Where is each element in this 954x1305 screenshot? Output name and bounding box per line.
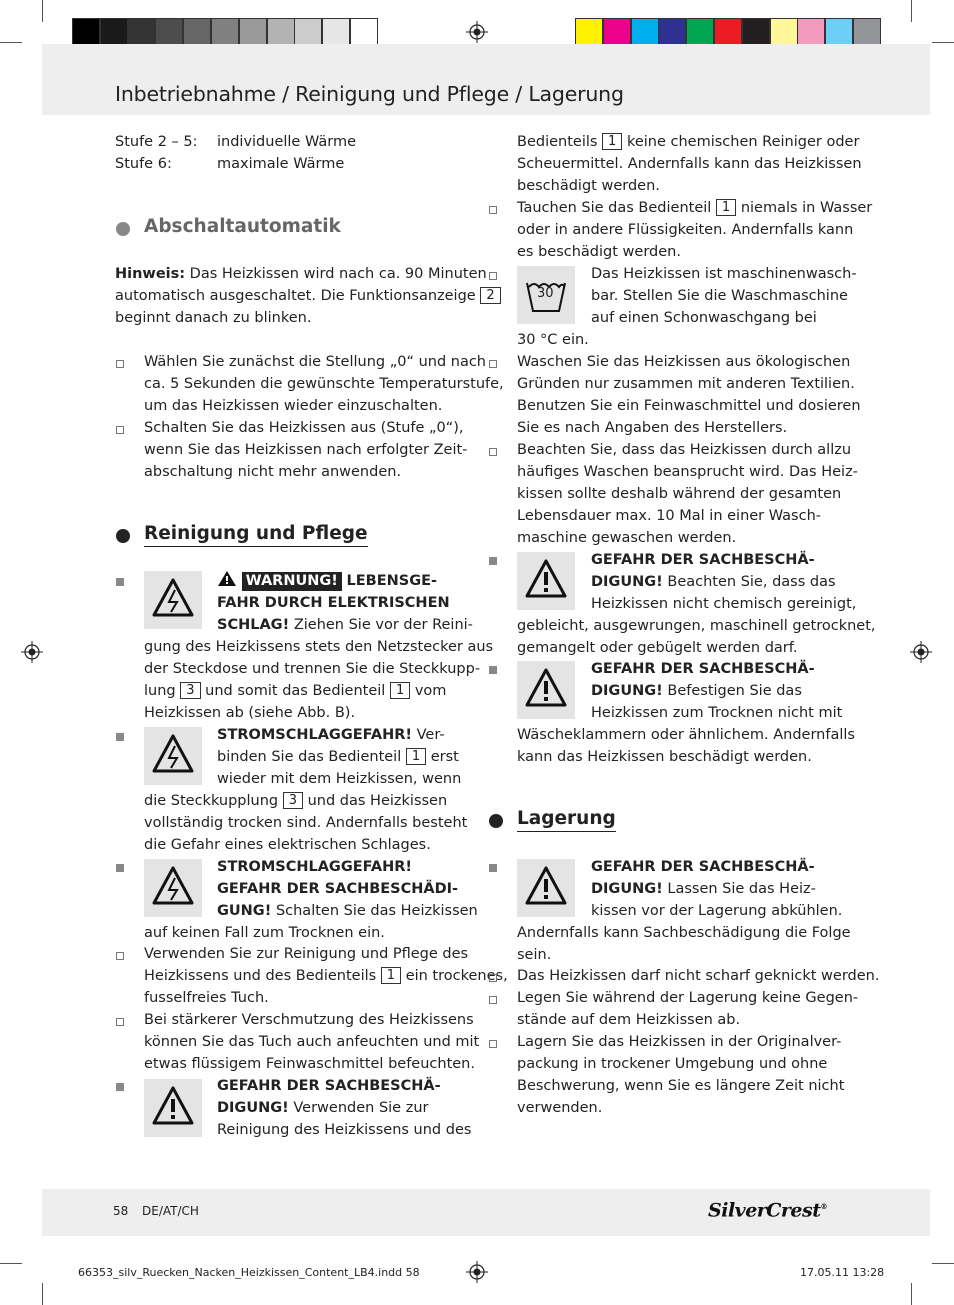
list-item: kissen sollte deshalb während der gesamten [517,486,842,502]
crop-mark [42,0,43,22]
section-bullet [116,529,130,543]
registration-mark-icon [910,641,932,663]
color-swatch [575,18,603,46]
wash-symbol-icon [517,266,575,324]
warning-line: Reinigung des Heizkissens und des [217,1122,472,1138]
checkbox-bullet [489,974,497,982]
hinweis-line: beginnt danach zu blinken. [115,310,312,326]
ref-box: 1 [602,133,622,150]
square-bullet [489,666,497,674]
registration-mark-icon [466,1261,488,1283]
stufe-value: maximale Wärme [217,156,345,172]
warning-line: SCHLAG! Ziehen Sie vor der Reini- [217,617,473,633]
warning-line: kissen vor der Lagerung abkühlen. [591,903,843,919]
warning-line: DIGUNG! Befestigen Sie das [591,683,802,699]
warning-line: DIGUNG! Beachten Sie, dass das [591,574,836,590]
square-bullet [116,733,124,741]
list-item: stände auf dem Heizkissen ab. [517,1012,741,1028]
list-item: Schalten Sie das Heizkissen aus (Stufe „0“), [144,420,464,436]
list-item: Heizkissens und des Bedienteils 1 ein trockenes, [144,968,508,984]
body-line: Bedienteils 1 keine chemischen Reiniger oder [517,134,860,150]
warning-line: GEFAHR DER SACHBESCHÄ- [591,552,815,568]
stufe-label: Stufe 2 – 5: [115,134,198,150]
warning-line: lung 3 und somit das Bedienteil 1 vom [144,683,447,699]
list-item: bar. Stellen Sie die Waschmaschine [591,288,848,304]
color-swatch [100,18,128,46]
warning-badge: WARNUNG! [242,572,342,591]
color-swatch [72,18,100,46]
list-item: Waschen Sie das Heizkissen aus ökologischen [517,354,851,370]
square-bullet [489,557,497,565]
checkbox-bullet [489,360,497,368]
warning-line: GUNG! Schalten Sie das Heizkissen [217,903,478,919]
heading-abschaltautomatik: Abschaltautomatik [144,216,341,237]
electric-warning-icon [144,571,202,629]
checkbox-bullet [489,272,497,280]
color-swatch [294,18,322,46]
color-swatch [742,18,770,46]
color-swatch [658,18,686,46]
slug-date: 17.05.11 13:28 [800,1266,885,1279]
checkbox-bullet [489,1040,497,1048]
list-item: können Sie das Tuch auch anfeuchten und mit [144,1034,480,1050]
color-swatch [239,18,267,46]
warning-line: GEFAHR DER SACHBESCHÄ- [591,661,815,677]
color-swatch [686,18,714,46]
color-swatch [267,18,295,46]
checkbox-bullet [116,952,124,960]
stufe-value: individuelle Wärme [217,134,357,150]
list-item: Gründen nur zusammen mit anderen Textilien. [517,376,855,392]
list-item: fusselfreies Tuch. [144,990,269,1006]
list-item: Tauchen Sie das Bedienteil 1 niemals in Wasser [517,200,873,216]
color-swatch [155,18,183,46]
heading-reinigung: Reinigung und Pflege [144,523,368,547]
body-line: beschädigt werden. [517,178,660,194]
color-swatch [853,18,881,46]
body-line: Scheuermittel. Andernfalls kann das Heizkissen [517,156,862,172]
crop-mark [42,1283,43,1305]
warning-line: DIGUNG! Lassen Sie das Heiz- [591,881,816,897]
color-swatch [631,18,659,46]
list-item: packung in trockener Umgebung und ohne [517,1056,828,1072]
checkbox-bullet [489,996,497,1004]
ref-box: 1 [406,748,426,765]
list-item: 30 °C ein. [517,332,589,348]
list-item: Das Heizkissen darf nicht scharf geknickt werden. [517,968,880,984]
electric-warning-icon [144,727,202,785]
warning-line: STROMSCHLAGGEFAHR! Ver- [217,727,445,743]
page-title: Inbetriebnahme / Reinigung und Pflege / Lagerung [115,82,624,106]
region-label: DE/AT/CH [142,1204,199,1218]
color-swatch [825,18,853,46]
stufe-label: Stufe 6: [115,156,172,172]
warning-line: GEFAHR DER SACHBESCHÄ- [591,859,815,875]
crop-mark [932,1263,954,1264]
registration-mark-icon [21,641,43,663]
caution-warning-icon [517,661,575,719]
color-swatch [603,18,631,46]
list-item: verwenden. [517,1100,603,1116]
crop-mark [932,42,954,43]
warning-line: GEFAHR DER SACHBESCHÄ- [217,1078,441,1094]
crop-mark [911,1283,912,1305]
crop-mark [0,42,22,43]
warning-line: kann das Heizkissen beschädigt werden. [517,749,812,765]
list-item: um das Heizkissen wieder einzuschalten. [144,398,443,414]
checkbox-bullet [116,360,124,368]
color-swatch [322,18,350,46]
warning-line: Heizkissen ab (siehe Abb. B). [144,705,356,721]
section-bullet [489,814,503,828]
checkbox-bullet [116,426,124,434]
list-item: abschaltung nicht mehr anwenden. [144,464,402,480]
ref-box: 1 [390,682,410,699]
caution-warning-icon [517,859,575,917]
warning-line: Heizkissen nicht chemisch gereinigt, [591,596,857,612]
list-item: Sie es nach Angaben des Herstellers. [517,420,788,436]
list-item: Das Heizkissen ist maschinenwasch- [591,266,857,282]
color-swatch [128,18,156,46]
color-swatch [183,18,211,46]
ref-box: 3 [283,792,303,809]
list-item: es beschädigt werden. [517,244,681,260]
warning-line: gebleicht, ausgewrungen, maschinell getrocknet, [517,618,876,634]
ref-box: 3 [180,682,200,699]
warning-line: WARNUNG! LEBENSGE- [217,570,437,594]
warning-line: die Steckkupplung 3 und das Heizkissen [144,793,448,809]
warning-line: FAHR DURCH ELEKTRISCHEN [217,595,450,611]
heading-lagerung: Lagerung [517,808,616,832]
color-swatch [770,18,798,46]
list-item: Beachten Sie, dass das Heizkissen durch allzu [517,442,852,458]
warning-line: Heizkissen zum Trocknen nicht mit [591,705,843,721]
page-number: 58 [113,1204,129,1218]
list-item: Legen Sie während der Lagerung keine Gegen- [517,990,859,1006]
color-swatch [350,18,378,46]
list-item: Lagern Sie das Heizkissen in der Originalver- [517,1034,842,1050]
list-item: Bei stärkerer Verschmutzung des Heizkissens [144,1012,474,1028]
list-item: Wählen Sie zunächst die Stellung „0“ und nach [144,354,486,370]
wash-temp: 30 [537,286,554,301]
square-bullet [489,864,497,872]
checkbox-bullet [489,448,497,456]
warning-line: auf keinen Fall zum Trocknen ein. [144,925,385,941]
warning-line: Andernfalls kann Sachbeschädigung die Folge [517,925,851,941]
list-item: oder in andere Flüssigkeiten. Andernfalls kann [517,222,854,238]
registration-mark-icon [466,21,488,43]
list-item: Beschwerung, wenn Sie es längere Zeit nicht [517,1078,845,1094]
brand-logo: SilverCrest® [708,1199,827,1222]
section-bullet [116,222,130,236]
ref-box: 1 [716,199,736,216]
warning-line: die Gefahr eines elektrischen Schlages. [144,837,431,853]
slug-file: 66353_silv_Ruecken_Nacken_Heizkissen_Content_LB4.indd 58 [78,1266,420,1279]
warning-line: gung des Heizkissens stets den Netzstecker aus [144,639,494,655]
list-item: Verwenden Sie zur Reinigung und Pflege des [144,946,469,962]
checkbox-bullet [116,1018,124,1026]
list-item: ca. 5 Sekunden die gewünschte Temperaturstufe, [144,376,504,392]
list-item: wenn Sie das Heizkissen nach erfolgter Zeit- [144,442,468,458]
ref-box: 1 [381,967,401,984]
warning-line: vollständig trocken sind. Andernfalls besteht [144,815,468,831]
warning-triangle-icon [217,570,237,594]
list-item: Lebensdauer max. 10 Mal in einer Wasch- [517,508,821,524]
hinweis-line: Hinweis: Das Heizkissen wird nach ca. 90 Minuten [115,266,487,282]
caution-warning-icon [517,552,575,610]
list-item: häufiges Waschen beansprucht wird. Das Heiz- [517,464,858,480]
square-bullet [116,1083,124,1091]
hinweis-line: automatisch ausgeschaltet. Die Funktionsanzeige 2 [115,285,501,307]
warning-line: gemangelt oder gebügelt werden darf. [517,640,798,656]
crop-mark [911,0,912,22]
list-item: auf einen Schonwaschgang bei [591,310,817,326]
warning-line: Wäscheklammern oder ähnlichem. Andernfalls [517,727,855,743]
warning-line: wieder mit dem Heizkissen, wenn [217,771,462,787]
ref-box: 2 [480,287,500,304]
warning-line: der Steckdose und trennen Sie die Steckkupp- [144,661,481,677]
checkbox-bullet [489,206,497,214]
warning-line: GEFAHR DER SACHBESCHÄDI- [217,881,459,897]
list-item: Benutzen Sie ein Feinwaschmittel und dosieren [517,398,861,414]
caution-warning-icon [144,1079,202,1137]
color-swatch [797,18,825,46]
color-swatch [714,18,742,46]
list-item: etwas flüssigem Feinwaschmittel befeuchten. [144,1056,475,1072]
warning-line: binden Sie das Bedienteil 1 erst [217,749,459,765]
electric-warning-icon [144,859,202,917]
square-bullet [116,864,124,872]
crop-mark [0,1263,22,1264]
warning-line: STROMSCHLAGGEFAHR! [217,859,413,875]
list-item: maschine gewaschen werden. [517,530,737,546]
warning-line: DIGUNG! Verwenden Sie zur [217,1100,429,1116]
square-bullet [116,578,124,586]
color-swatch [211,18,239,46]
warning-line: sein. [517,947,552,963]
